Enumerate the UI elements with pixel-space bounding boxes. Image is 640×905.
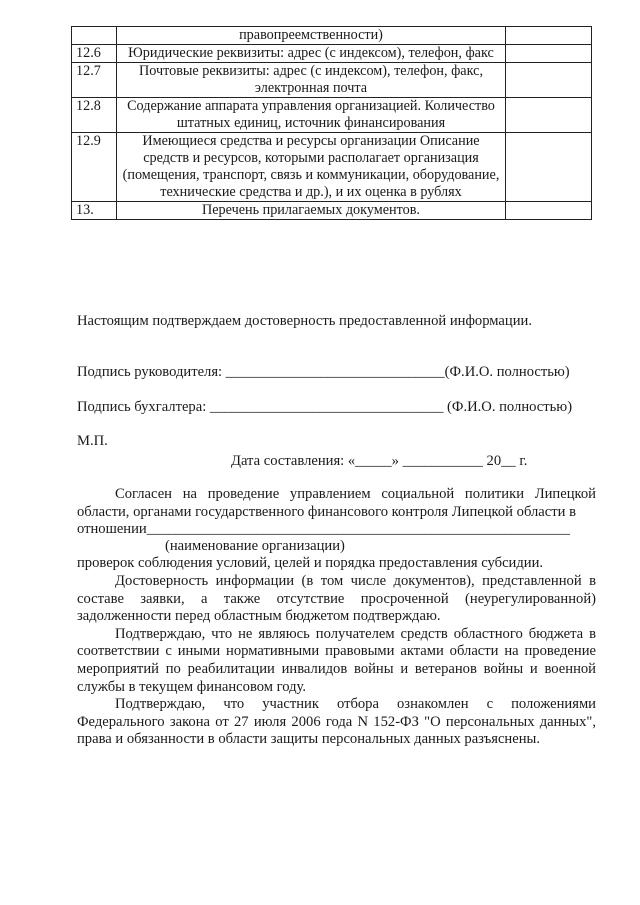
row-number: 12.7: [72, 63, 117, 98]
row-description: правопреемственности): [117, 27, 506, 45]
row-value-cell[interactable]: [506, 27, 592, 45]
row-value-cell[interactable]: [506, 45, 592, 63]
consent-paragraph-3: Подтверждаю, что не являюсь получателем средств областного бюджета в соответствии с иными нормативными правовыми актами области на проведение мероприятий по реабилитации инвалидов войны и ветеранов войны и военной службы в текущем финансовом году.: [77, 625, 596, 695]
requisites-table-body: [72, 27, 592, 220]
consent-paragraph-2: Достоверность информации (в том числе документов), представленной в составе заявки, а также отсутствие просроченной (неурегулированной) задолженности перед областным бюджетом подтверждаю.: [77, 572, 596, 625]
table-row: [72, 63, 592, 98]
consent-p1-end: проверок соблюдения условий, целей и порядка предоставления субсидии.: [77, 555, 544, 572]
table-row: [72, 45, 592, 63]
table-row: [72, 202, 592, 220]
head-signature-line: Подпись руководителя: ______________________________(Ф.И.О. полностью): [77, 364, 570, 380]
table-row: [72, 98, 592, 133]
row-description: Перечень прилагаемых документов.: [117, 202, 506, 220]
row-description: Юридические реквизиты: адрес (с индексом), телефон, факс: [117, 45, 506, 63]
row-value-cell[interactable]: [506, 98, 592, 133]
table-row: [72, 133, 592, 202]
requisites-table: [71, 26, 592, 220]
stamp-label: М.П.: [77, 433, 108, 449]
row-value-cell[interactable]: [506, 63, 592, 98]
consent-paragraph-4: Подтверждаю, что участник отбора ознакомлен с положениями Федерального закона от 27 июля 2006 года N 152-ФЗ "О персональных данных", права и обязанности в области защиты персональных данных разъяснены.: [77, 696, 596, 748]
row-description: Почтовые реквизиты: адрес (с индексом), телефон, факс, электронная почта: [117, 63, 506, 98]
table-row: [72, 27, 592, 45]
accountant-signature-line: Подпись бухгалтера: ________________________________ (Ф.И.О. полностью): [77, 399, 573, 415]
confirm-statement: Настоящим подтверждаем достоверность предоставленной информации.: [77, 313, 532, 329]
row-number: 12.8: [72, 98, 117, 133]
consent-p1-text: Согласен на проведение управлением социальной политики Липецкой области, органами государственного финансового контроля Липецкой области в: [77, 486, 596, 520]
row-number: 13.: [72, 202, 117, 220]
row-description: Содержание аппарата управления организацией. Количество штатных единиц, источник финансирования: [117, 98, 506, 133]
row-description: Имеющиеся средства и ресурсы организации Описание средств и ресурсов, которыми располагает организация (помещения, транспорт, связь и коммуникации, оборудование, технические средства и др.), и их оценка в рублях: [117, 133, 506, 202]
row-value-cell[interactable]: [506, 202, 592, 220]
date-line: Дата составления: «_____» ___________ 20__ г.: [231, 453, 528, 469]
row-number: 12.9: [72, 133, 117, 202]
row-value-cell[interactable]: [506, 133, 592, 202]
consent-paragraph-1: [77, 486, 596, 749]
consent-p1-organization-caption: (наименование организации): [165, 537, 345, 554]
row-number: [72, 27, 117, 45]
consent-p1-organization-line: отношении__________________________________________________________: [77, 521, 570, 538]
row-number: 12.6: [72, 45, 117, 63]
